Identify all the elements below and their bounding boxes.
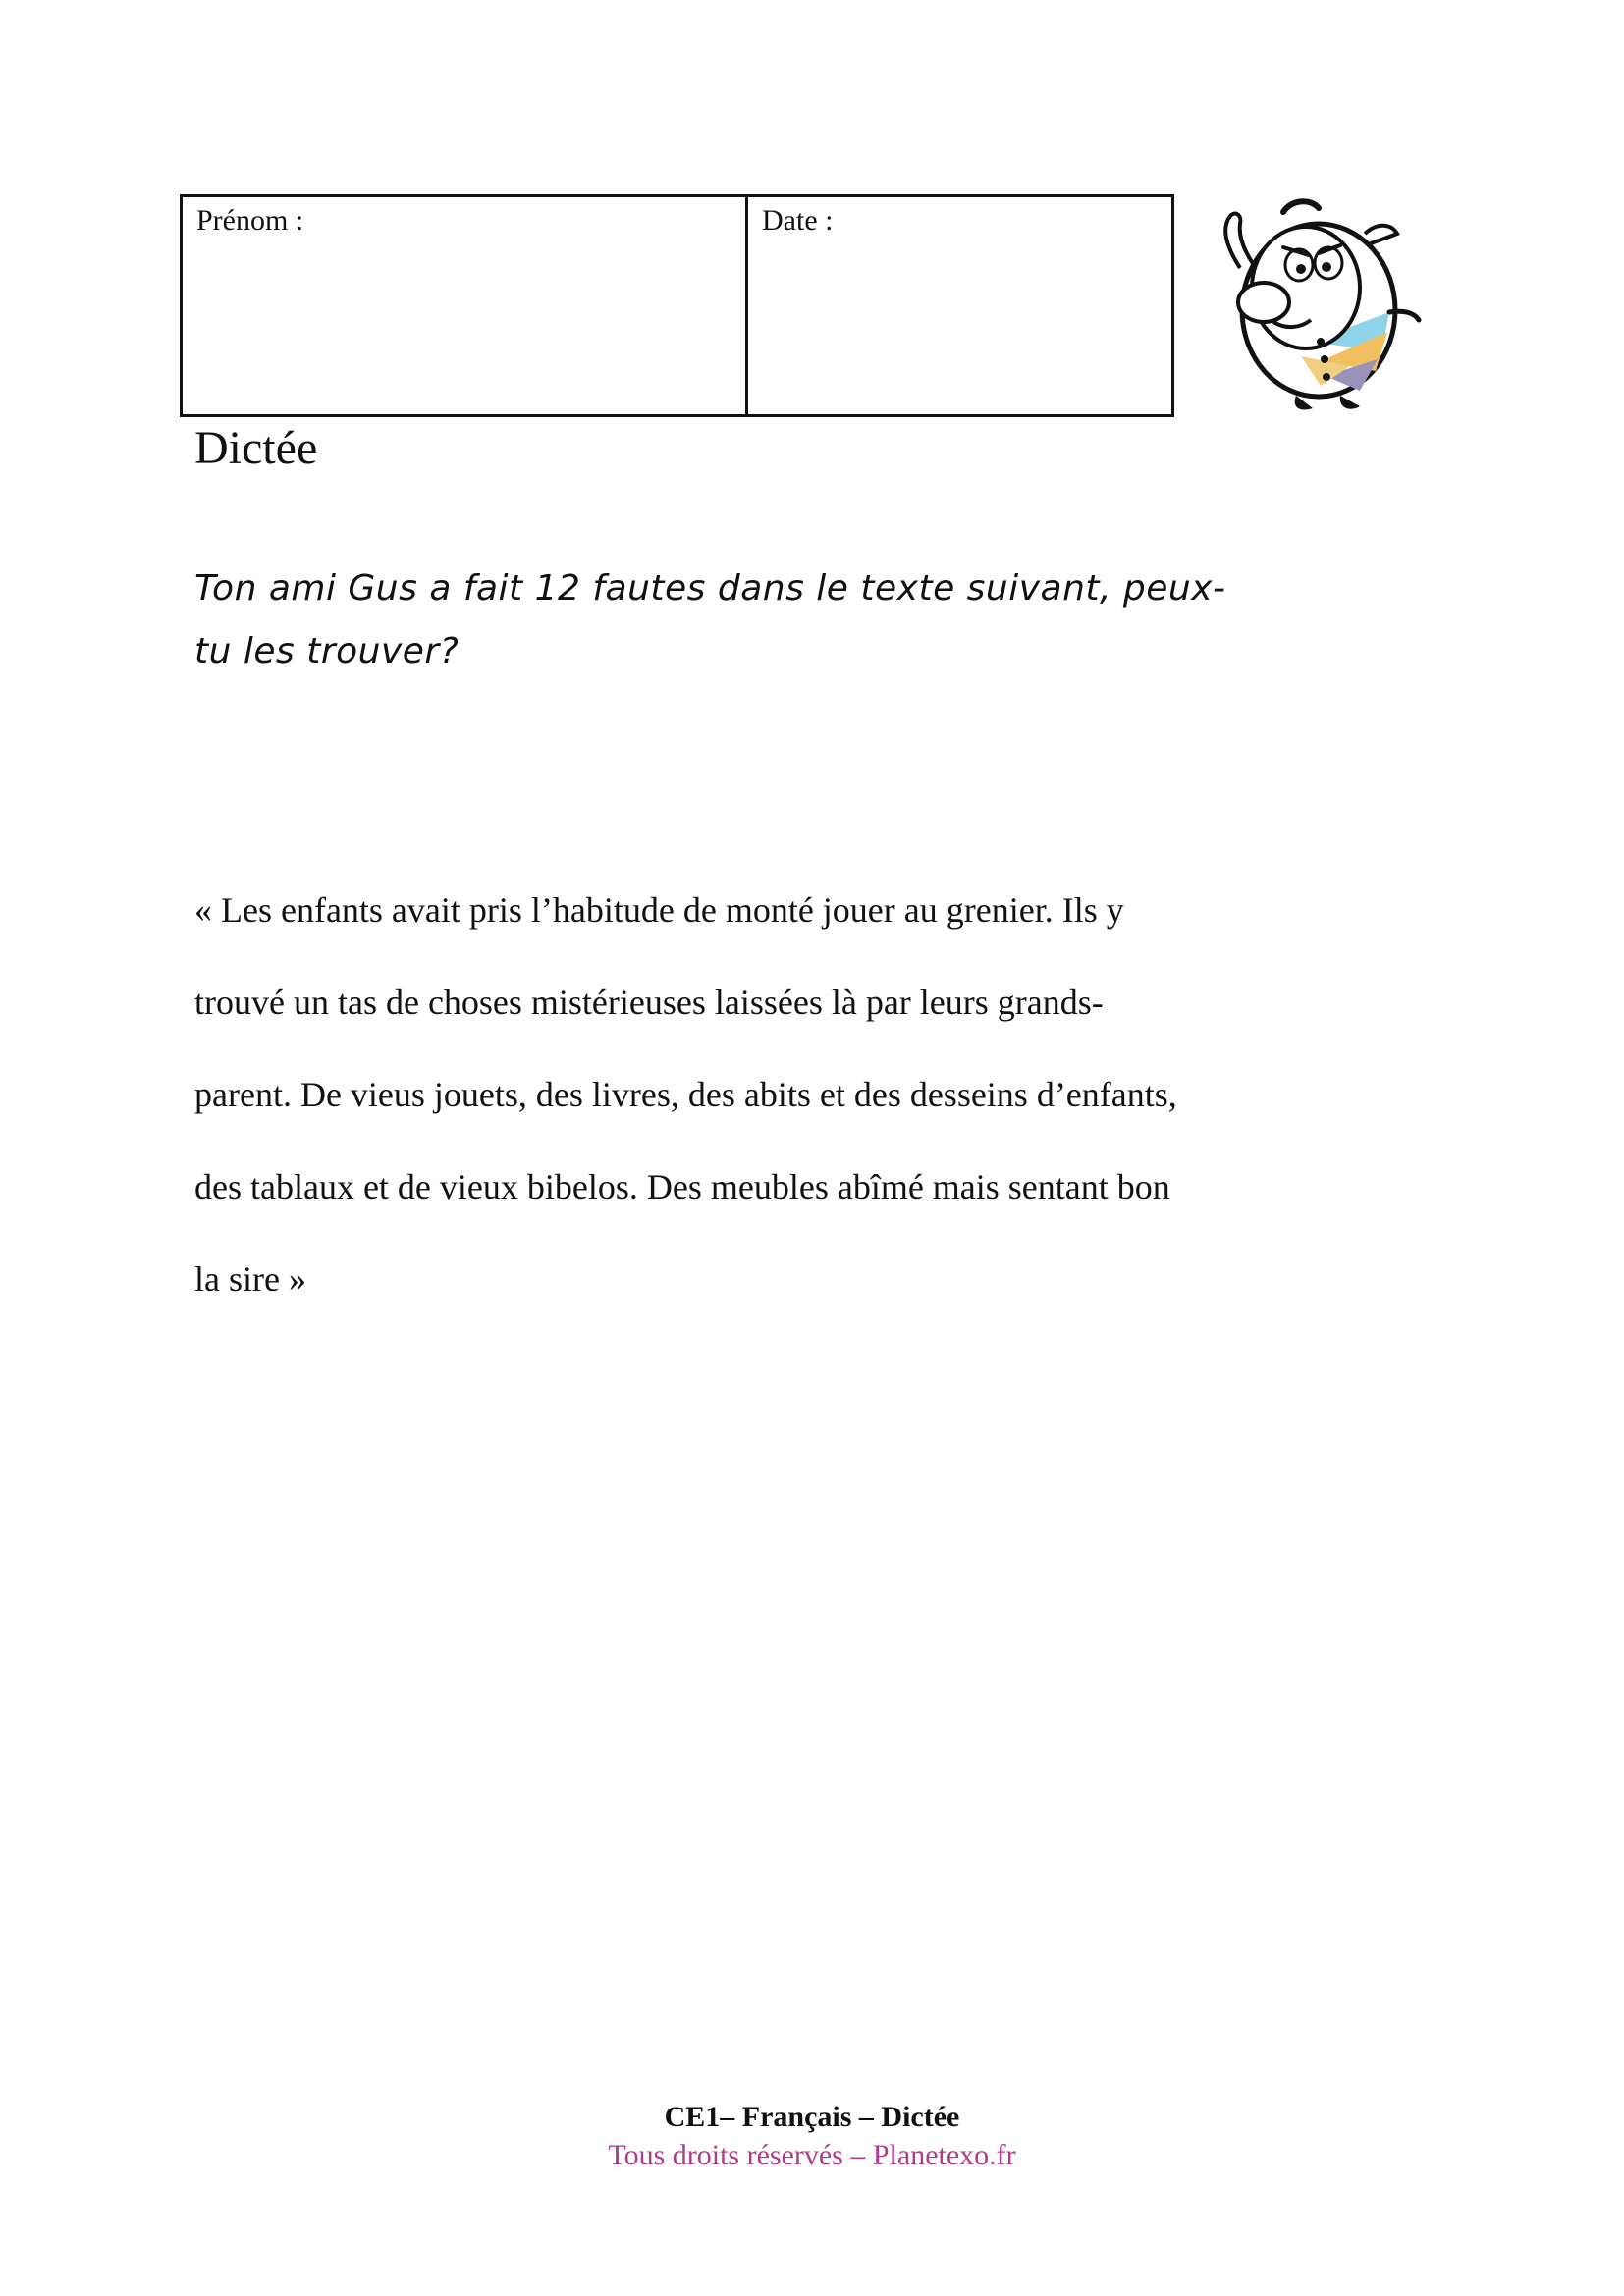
name-label: Prénom : <box>196 204 304 237</box>
dictation-line: des tablaux et de vieux bibelos. Des meubles abîmé mais sentant bon <box>194 1167 1170 1206</box>
date-label: Date : <box>762 204 834 237</box>
footer-title: CE1– Français – Dictée <box>664 2101 960 2133</box>
footer-copyright: Tous droits réservés – Planetexo.fr <box>608 2139 1016 2171</box>
dictation-line: trouvé un tas de choses mistérieuses laissées là par leurs grands- <box>194 983 1104 1022</box>
date-field[interactable] <box>748 197 1171 414</box>
name-field[interactable] <box>183 197 748 414</box>
instruction-line: Ton ami Gus a fait 12 fautes dans le texte suivant, peux- <box>194 568 1226 609</box>
page-title: Dictée <box>194 422 318 474</box>
instruction-line: tu les trouver? <box>194 631 460 671</box>
footer <box>0 2098 1624 2174</box>
dictation-line: « Les enfants avait pris l’habitude de monté jouer au grenier. Ils y <box>194 890 1124 930</box>
dictation-line: la sire » <box>194 1259 306 1299</box>
sheep-mascot-icon <box>1203 194 1424 420</box>
student-info-table <box>180 194 1174 417</box>
dictation-text <box>194 864 1461 1325</box>
dictation-line: parent. De vieus jouets, des livres, des abits et des desseins d’enfants, <box>194 1075 1177 1114</box>
instruction-text <box>194 558 1432 683</box>
